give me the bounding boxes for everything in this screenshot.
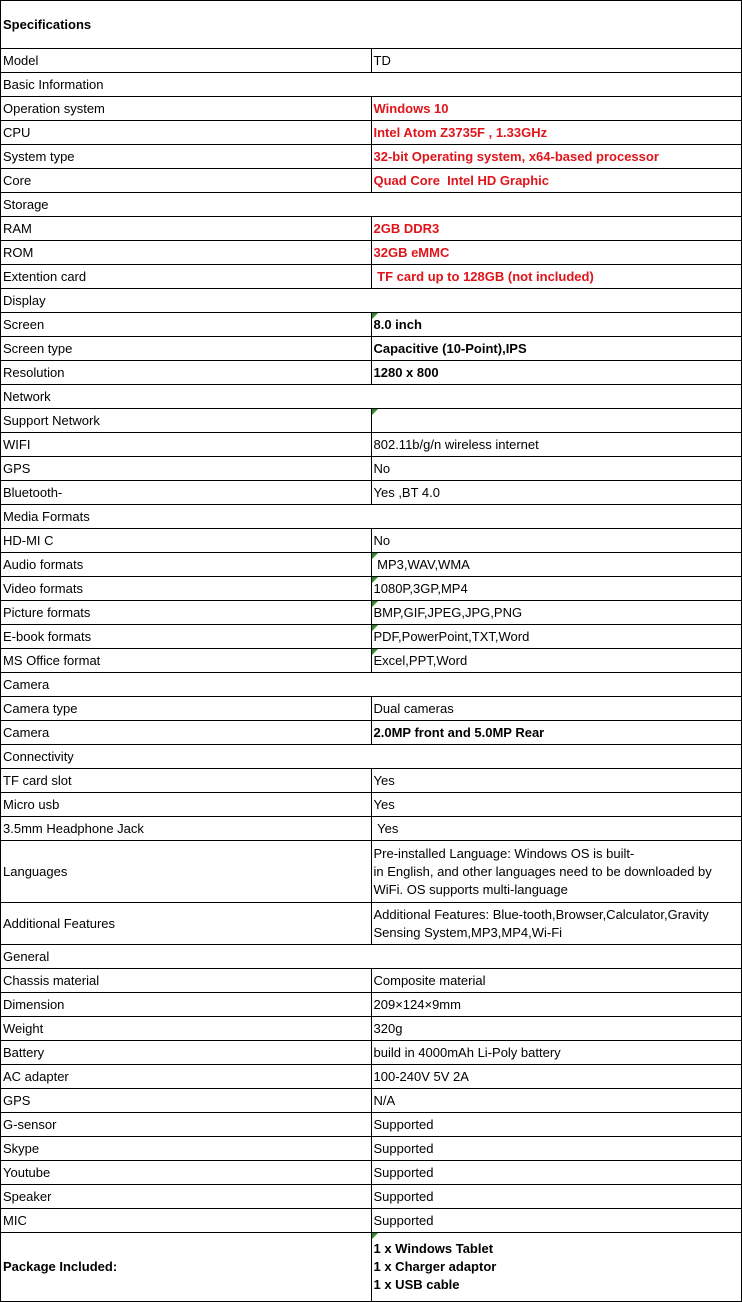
table-row: [1, 649, 742, 673]
spec-value: Supported: [371, 1113, 742, 1137]
spec-key: Chassis material: [1, 969, 372, 993]
spec-key: E-book formats: [1, 625, 372, 649]
spec-key: CPU: [1, 121, 372, 145]
table-header-row: [1, 1, 742, 49]
spec-key: 3.5mm Headphone Jack: [1, 817, 372, 841]
section-row-storage: [1, 193, 742, 217]
section-label: Network: [1, 385, 742, 409]
table-row: [1, 601, 742, 625]
table-row: [1, 1041, 742, 1065]
spec-key: Bluetooth-: [1, 481, 372, 505]
table-row: [1, 217, 742, 241]
package-item: 1 x USB cable: [373, 1277, 460, 1292]
spec-value: Intel Atom Z3735F , 1.33GHz: [371, 121, 742, 145]
spec-key: HD-MI C: [1, 529, 372, 553]
spec-key: Picture formats: [1, 601, 372, 625]
spec-key: ROM: [1, 241, 372, 265]
spec-value: Supported: [371, 1161, 742, 1185]
table-row: [1, 529, 742, 553]
table-row: [1, 1209, 742, 1233]
table-row: [1, 1065, 742, 1089]
table-row: [1, 433, 742, 457]
table-row: [1, 553, 742, 577]
spec-key: Weight: [1, 1017, 372, 1041]
table-row: [1, 793, 742, 817]
spec-key: MS Office format: [1, 649, 372, 673]
spec-value: TD: [371, 49, 742, 73]
table-row: [1, 409, 742, 433]
spec-value: 2.0MP front and 5.0MP Rear: [371, 721, 742, 745]
section-row-general: [1, 945, 742, 969]
table-row: [1, 993, 742, 1017]
spec-key: Languages: [1, 841, 372, 903]
table-row: [1, 361, 742, 385]
spec-key: Camera type: [1, 697, 372, 721]
spec-value: Additional Features: Blue-tooth,Browser,Calculator,Gravity Sensing System,MP3,MP4,Wi-Fi: [371, 903, 742, 945]
table-row: [1, 1161, 742, 1185]
table-row: [1, 577, 742, 601]
spec-key: Speaker: [1, 1185, 372, 1209]
section-row-network: [1, 385, 742, 409]
spec-key: Core: [1, 169, 372, 193]
spec-value: No: [371, 529, 742, 553]
section-label: General: [1, 945, 742, 969]
spec-key: WIFI: [1, 433, 372, 457]
spec-value: Windows 10: [371, 97, 742, 121]
spec-value: 1080P,3GP,MP4: [371, 577, 742, 601]
spec-value: Composite material: [371, 969, 742, 993]
spec-key: Additional Features: [1, 903, 372, 945]
section-label: Basic Information: [1, 73, 742, 97]
spec-value: N/A: [371, 1089, 742, 1113]
package-label: Package Included:: [1, 1233, 372, 1302]
table-row: [1, 481, 742, 505]
package-row: [1, 1233, 742, 1302]
spec-key: Audio formats: [1, 553, 372, 577]
table-row: [1, 241, 742, 265]
spec-value: Yes ,BT 4.0: [371, 481, 742, 505]
table-row: [1, 169, 742, 193]
table-row: [1, 625, 742, 649]
spec-value: 1280 x 800: [371, 361, 742, 385]
spec-value: No: [371, 457, 742, 481]
spec-value: Yes: [371, 769, 742, 793]
spec-value: Dual cameras: [371, 697, 742, 721]
page-title: Specifications: [1, 1, 742, 49]
spec-key: Model: [1, 49, 372, 73]
table-row: [1, 969, 742, 993]
spec-value: 100-240V 5V 2A: [371, 1065, 742, 1089]
spec-value: Supported: [371, 1137, 742, 1161]
package-items: [371, 1233, 742, 1302]
spec-value: 320g: [371, 1017, 742, 1041]
table-row: [1, 337, 742, 361]
spec-value: Pre-installed Language: Windows OS is built- in English, and other languages need to be downloaded by WiFi. OS supports multi-language: [371, 841, 742, 903]
section-label: Display: [1, 289, 742, 313]
spec-key: System type: [1, 145, 372, 169]
table-row: [1, 49, 742, 73]
spec-value: BMP,GIF,JPEG,JPG,PNG: [371, 601, 742, 625]
section-row-basic-information: [1, 73, 742, 97]
spec-value: Yes: [371, 793, 742, 817]
spec-key: Resolution: [1, 361, 372, 385]
spec-value: MP3,WAV,WMA: [371, 553, 742, 577]
spec-body: [1, 1, 742, 1302]
spec-key: GPS: [1, 1089, 372, 1113]
spec-value: 2GB DDR3: [371, 217, 742, 241]
spec-key: Camera: [1, 721, 372, 745]
spec-key: Screen: [1, 313, 372, 337]
table-row: [1, 145, 742, 169]
spec-key: Operation system: [1, 97, 372, 121]
spec-key: Battery: [1, 1041, 372, 1065]
table-row: [1, 97, 742, 121]
table-row: [1, 903, 742, 945]
spec-value: Supported: [371, 1185, 742, 1209]
spec-key: Screen type: [1, 337, 372, 361]
spec-key: Video formats: [1, 577, 372, 601]
spec-key: Support Network: [1, 409, 372, 433]
table-row: [1, 841, 742, 903]
spec-key: GPS: [1, 457, 372, 481]
table-row: [1, 121, 742, 145]
table-row: [1, 697, 742, 721]
table-row: [1, 1185, 742, 1209]
table-row: [1, 1017, 742, 1041]
table-row: [1, 769, 742, 793]
table-row: [1, 457, 742, 481]
spec-value: [371, 409, 742, 433]
package-item: 1 x Charger adaptor: [373, 1259, 497, 1274]
spec-value: Capacitive (10-Point),IPS: [371, 337, 742, 361]
spec-value: Supported: [371, 1209, 742, 1233]
table-row: [1, 721, 742, 745]
table-row: [1, 1113, 742, 1137]
spec-key: Micro usb: [1, 793, 372, 817]
spec-key: RAM: [1, 217, 372, 241]
spec-value: Quad Core Intel HD Graphic: [371, 169, 742, 193]
section-label: Connectivity: [1, 745, 742, 769]
section-row-display: [1, 289, 742, 313]
package-item: 1 x Windows Tablet: [373, 1241, 494, 1256]
spec-value: 32-bit Operating system, x64-based processor: [371, 145, 742, 169]
spec-value: 32GB eMMC: [371, 241, 742, 265]
spec-key: Skype: [1, 1137, 372, 1161]
spec-value: Yes: [371, 817, 742, 841]
spec-key: Dimension: [1, 993, 372, 1017]
spec-key: AC adapter: [1, 1065, 372, 1089]
spec-value: 209×124×9mm: [371, 993, 742, 1017]
spec-value: PDF,PowerPoint,TXT,Word: [371, 625, 742, 649]
section-row-connectivity: [1, 745, 742, 769]
section-row-camera: [1, 673, 742, 697]
table-row: [1, 817, 742, 841]
table-row: [1, 313, 742, 337]
table-row: [1, 1137, 742, 1161]
table-row: [1, 265, 742, 289]
spec-key: MIC: [1, 1209, 372, 1233]
section-row-media-formats: [1, 505, 742, 529]
spec-value: TF card up to 128GB (not included): [371, 265, 742, 289]
spec-key: TF card slot: [1, 769, 372, 793]
spec-key: Extention card: [1, 265, 372, 289]
spec-value: 8.0 inch: [371, 313, 742, 337]
section-label: Camera: [1, 673, 742, 697]
spec-key: Youtube: [1, 1161, 372, 1185]
spec-key: G-sensor: [1, 1113, 372, 1137]
spec-value: 802.11b/g/n wireless internet: [371, 433, 742, 457]
spec-value: build in 4000mAh Li-Poly battery: [371, 1041, 742, 1065]
table-row: [1, 1089, 742, 1113]
spec-value: Excel,PPT,Word: [371, 649, 742, 673]
section-label: Storage: [1, 193, 742, 217]
section-label: Media Formats: [1, 505, 742, 529]
